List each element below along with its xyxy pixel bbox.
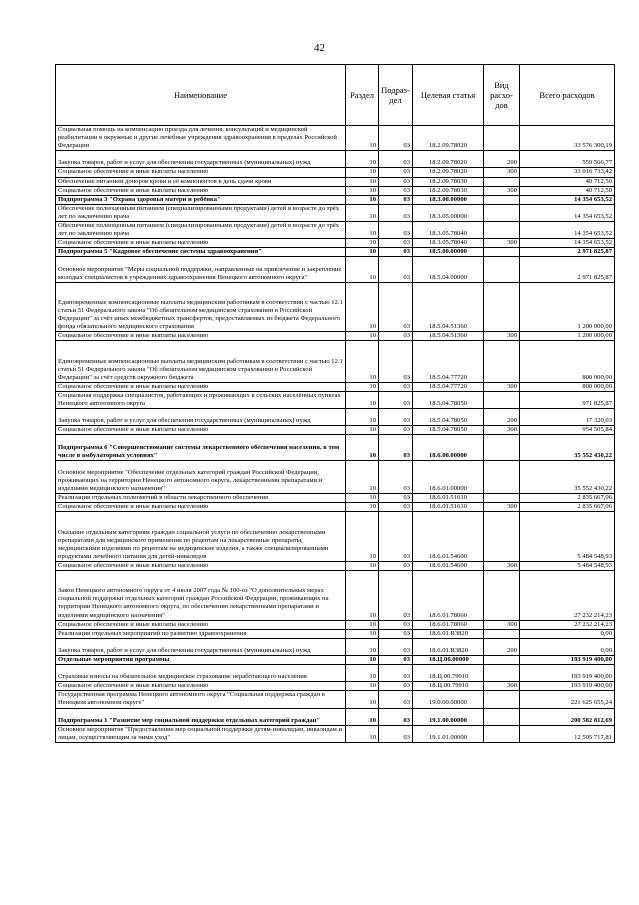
row-total-cell: 971 825,87	[520, 392, 615, 409]
row-target-cell: 18.6.01.78060	[413, 571, 484, 621]
row-target-cell: 18.2.09.78030	[413, 186, 484, 195]
header-name: Наименование	[56, 65, 346, 126]
row-type-cell	[484, 656, 520, 665]
row-name-cell: Основное мероприятие "Обеспечение отдельных категорий граждан Российской Федерации, проживающих на территории Ненецкого автономного округа, лекарственными препаратами и изделиями медицинского назначения"	[56, 460, 346, 493]
row-section-cell: 10	[346, 629, 379, 638]
row-target-cell: 18.5.00.00000	[413, 248, 484, 257]
table-row	[56, 409, 615, 426]
row-subsection-cell: 03	[379, 168, 413, 177]
row-name-cell: Обеспечение полноценным питанием (специализированными продуктами) детей в возрасте до трёх лет по заключению врача	[56, 204, 346, 221]
row-type-cell: 300	[484, 561, 520, 570]
row-subsection-cell: 03	[379, 512, 413, 562]
row-target-cell: 18.3.00.00000	[413, 195, 484, 204]
row-section-cell: 10	[346, 186, 379, 195]
row-subsection-cell: 03	[379, 332, 413, 341]
header-section: Раздел	[346, 65, 379, 126]
table-row	[56, 151, 615, 168]
row-target-cell: 18.5.04.78050	[413, 392, 484, 409]
row-type-cell	[484, 222, 520, 239]
row-subsection-cell: 03	[379, 382, 413, 391]
row-target-cell: 19.0.00.00000	[413, 691, 484, 708]
row-section-cell: 10	[346, 168, 379, 177]
header-target: Целевая статья	[413, 65, 484, 126]
table-row	[56, 494, 615, 503]
row-total-cell: 193 919 400,00	[520, 682, 615, 691]
table-row	[56, 638, 615, 655]
table-row	[56, 332, 615, 341]
row-type-cell	[484, 512, 520, 562]
table-row	[56, 682, 615, 691]
row-subsection-cell: 03	[379, 691, 413, 708]
row-name-cell: Социальная помощь на компенсацию проезда для лечения, консультаций и медицинской реабилитации в окружные и другие лечебные учреждения здравоохранения в пределах Российской Федерации	[56, 126, 346, 151]
row-subsection-cell: 03	[379, 435, 413, 460]
row-name-cell: Подпрограмма 6 "Совершенствование системы лекарственного обеспечения населения, в том числе в амбулаторных условиях"	[56, 435, 346, 460]
row-target-cell: 18.2.09.78030	[413, 177, 484, 186]
row-total-cell: 14 354 653,52	[520, 239, 615, 248]
table-row	[56, 512, 615, 562]
row-name-cell: Реализация отдельных полномочий в области лекарственного обеспечения	[56, 494, 346, 503]
row-subsection-cell: 03	[379, 222, 413, 239]
row-section-cell: 10	[346, 725, 379, 742]
row-type-cell	[484, 282, 520, 332]
row-target-cell: 18.5.04.77720	[413, 341, 484, 383]
row-total-cell: 800 000,00	[520, 382, 615, 391]
row-target-cell: 18.Ц.00.79910	[413, 665, 484, 682]
row-total-cell: 954 505,84	[520, 426, 615, 435]
row-section-cell: 10	[346, 239, 379, 248]
row-section-cell: 10	[346, 426, 379, 435]
row-subsection-cell: 03	[379, 460, 413, 493]
row-subsection-cell: 03	[379, 656, 413, 665]
row-section-cell: 10	[346, 691, 379, 708]
row-target-cell: 18.6.01.54600	[413, 512, 484, 562]
row-name-cell: Социальное обеспечение и иные выплаты населению	[56, 561, 346, 570]
row-section-cell: 10	[346, 638, 379, 655]
table-row	[56, 656, 615, 665]
row-total-cell: 35 552 430,22	[520, 435, 615, 460]
row-type-cell	[484, 629, 520, 638]
row-section-cell: 10	[346, 222, 379, 239]
table-row	[56, 571, 615, 621]
row-total-cell: 559 566,77	[520, 151, 615, 168]
row-target-cell: 18.6.01.78060	[413, 620, 484, 629]
row-subsection-cell: 03	[379, 665, 413, 682]
row-type-cell	[484, 435, 520, 460]
row-type-cell	[484, 392, 520, 409]
row-total-cell: 14 354 653,52	[520, 195, 615, 204]
row-subsection-cell: 03	[379, 409, 413, 426]
row-name-cell: Социальное обеспечение и иные выплаты населению	[56, 426, 346, 435]
table-row	[56, 708, 615, 725]
row-total-cell: 27 232 214,23	[520, 571, 615, 621]
row-type-cell: 300	[484, 332, 520, 341]
row-target-cell: 18.6.01.51610	[413, 503, 484, 512]
row-total-cell: 221 625 655,24	[520, 691, 615, 708]
row-target-cell: 18.3.05.78040	[413, 222, 484, 239]
row-type-cell: 300	[484, 682, 520, 691]
row-subsection-cell: 03	[379, 682, 413, 691]
row-subsection-cell: 03	[379, 195, 413, 204]
row-name-cell: Социальная поддержка специалистов, работающих и проживающих в сельских населённых пунктах Ненецкого автономного округа	[56, 392, 346, 409]
row-total-cell: 200 582 812,69	[520, 708, 615, 725]
row-name-cell: Социальное обеспечение и иные выплаты населению	[56, 239, 346, 248]
row-name-cell: Социальное обеспечение и иные выплаты населению	[56, 620, 346, 629]
table-row	[56, 195, 615, 204]
header-type: Вид расхо-дов	[484, 65, 520, 126]
row-type-cell: 300	[484, 168, 520, 177]
row-target-cell: 18.6.01.R3820	[413, 629, 484, 638]
table-row	[56, 725, 615, 742]
header-subsection: Подраз-дел	[379, 65, 413, 126]
table-row	[56, 126, 615, 151]
row-name-cell: Государственная программа Ненецкого автономного округа "Социальная поддержка граждан в Ненецком автономном округе"	[56, 691, 346, 708]
row-subsection-cell: 03	[379, 239, 413, 248]
row-name-cell: Закон Ненецкого автономного округа от 4 июля 2007 года № 100-оз "О дополнительных мерах социальной поддержки отдельных категорий граждан Российской Федерации, проживающих на территории Ненецкого автономного округа, по обеспечению лекарственными препаратами и изделиями медицинского назначения"	[56, 571, 346, 621]
row-target-cell: 18.5.04.51360	[413, 282, 484, 332]
row-target-cell: 18.5.04.00000	[413, 257, 484, 282]
table-row	[56, 503, 615, 512]
table-row	[56, 691, 615, 708]
row-target-cell: 18.3.05.78040	[413, 239, 484, 248]
table-body	[56, 126, 615, 743]
row-section-cell: 10	[346, 151, 379, 168]
row-total-cell: 1 200 000,00	[520, 332, 615, 341]
row-target-cell: 18.Ц.00.79910	[413, 682, 484, 691]
row-section-cell: 10	[346, 503, 379, 512]
row-section-cell: 10	[346, 682, 379, 691]
row-target-cell: 18.5.04.78050	[413, 426, 484, 435]
row-target-cell: 19.1.01.00000	[413, 725, 484, 742]
row-type-cell: 300	[484, 503, 520, 512]
row-section-cell: 10	[346, 571, 379, 621]
row-total-cell: 14 354 653,52	[520, 204, 615, 221]
row-subsection-cell: 03	[379, 629, 413, 638]
row-total-cell: 17 320,03	[520, 409, 615, 426]
row-name-cell: Отдельные мероприятия программы	[56, 656, 346, 665]
row-name-cell: Оказание отдельным категориям граждан социальной услуги по обеспечению лекарственными препаратами для медицинского применения по рецептам на лекарственные препараты, медицинскими изделиями по рецептам на медицинские изделия, а также специализированными продуктами лечебного питания для детей-инвалидов	[56, 512, 346, 562]
row-section-cell: 10	[346, 248, 379, 257]
page-number: 42	[314, 42, 325, 54]
table-row	[56, 460, 615, 493]
row-subsection-cell: 03	[379, 503, 413, 512]
table-row	[56, 435, 615, 460]
row-total-cell: 35 552 430,22	[520, 460, 615, 493]
row-target-cell: 18.6.00.00000	[413, 435, 484, 460]
row-target-cell: 18.6.01.R3820	[413, 638, 484, 655]
table-row	[56, 561, 615, 570]
table-row	[56, 257, 615, 282]
row-type-cell: 200	[484, 409, 520, 426]
row-total-cell: 0,00	[520, 638, 615, 655]
row-total-cell: 2 835 667,06	[520, 503, 615, 512]
row-target-cell: 19.1.00.00000	[413, 708, 484, 725]
row-section-cell: 10	[346, 177, 379, 186]
row-total-cell: 193 919 400,00	[520, 656, 615, 665]
row-target-cell: 18.6.01.54600	[413, 561, 484, 570]
table-row	[56, 186, 615, 195]
row-subsection-cell: 03	[379, 426, 413, 435]
table-row	[56, 382, 615, 391]
row-target-cell: 18.2.09.78020	[413, 168, 484, 177]
row-total-cell: 2 971 825,87	[520, 248, 615, 257]
row-target-cell: 18.6.01.51610	[413, 494, 484, 503]
table-row	[56, 168, 615, 177]
row-section-cell: 10	[346, 409, 379, 426]
row-name-cell: Социальное обеспечение и иные выплаты населению	[56, 186, 346, 195]
row-subsection-cell: 03	[379, 571, 413, 621]
row-total-cell: 5 484 548,93	[520, 561, 615, 570]
row-type-cell	[484, 204, 520, 221]
row-section-cell: 10	[346, 332, 379, 341]
row-total-cell: 33 016 733,42	[520, 168, 615, 177]
row-name-cell: Закупка товаров, работ и услуг для обеспечения государственных (муниципальных) нужд	[56, 151, 346, 168]
table-row	[56, 341, 615, 383]
row-name-cell: Социальное обеспечение и иные выплаты населению	[56, 332, 346, 341]
row-total-cell: 193 919 400,00	[520, 665, 615, 682]
table-row	[56, 392, 615, 409]
table-row	[56, 177, 615, 186]
row-type-cell: 300	[484, 620, 520, 629]
row-section-cell: 10	[346, 382, 379, 391]
row-type-cell: 300	[484, 426, 520, 435]
row-type-cell	[484, 665, 520, 682]
row-target-cell: 18.5.04.51360	[413, 332, 484, 341]
row-name-cell: Основное мероприятие "Меры социальной поддержки, направленные на привлечение и закрепление молодых специалистов в учреждениях здравоохранения Ненецкого автономного округа"	[56, 257, 346, 282]
row-total-cell: 800 000,00	[520, 341, 615, 383]
row-target-cell: 18.5.04.77720	[413, 382, 484, 391]
row-name-cell: Закупка товаров, работ и услуг для обеспечения государственных (муниципальных) нужд	[56, 638, 346, 655]
row-section-cell: 10	[346, 620, 379, 629]
row-type-cell	[484, 257, 520, 282]
row-total-cell: 40 712,50	[520, 186, 615, 195]
row-total-cell: 33 576 300,19	[520, 126, 615, 151]
row-subsection-cell: 03	[379, 638, 413, 655]
row-subsection-cell: 03	[379, 282, 413, 332]
row-subsection-cell: 03	[379, 708, 413, 725]
row-type-cell: 200	[484, 151, 520, 168]
row-target-cell: 18.5.04.78050	[413, 409, 484, 426]
row-target-cell: 18.2.09.78020	[413, 151, 484, 168]
row-total-cell: 2 971 825,87	[520, 257, 615, 282]
row-total-cell: 40 712,50	[520, 177, 615, 186]
row-subsection-cell: 03	[379, 561, 413, 570]
table-row	[56, 204, 615, 221]
table-row	[56, 222, 615, 239]
row-section-cell: 10	[346, 392, 379, 409]
row-section-cell: 10	[346, 341, 379, 383]
row-type-cell	[484, 571, 520, 621]
row-type-cell	[484, 725, 520, 742]
row-subsection-cell: 03	[379, 204, 413, 221]
row-type-cell	[484, 341, 520, 383]
row-total-cell: 27 232 214,23	[520, 620, 615, 629]
row-total-cell: 2 835 667,06	[520, 494, 615, 503]
row-section-cell: 10	[346, 665, 379, 682]
row-section-cell: 10	[346, 708, 379, 725]
table-row	[56, 620, 615, 629]
table-row	[56, 665, 615, 682]
row-type-cell: 200	[484, 638, 520, 655]
row-type-cell: 300	[484, 239, 520, 248]
row-name-cell: Социальное обеспечение и иные выплаты населению	[56, 503, 346, 512]
row-subsection-cell: 03	[379, 151, 413, 168]
row-subsection-cell: 03	[379, 186, 413, 195]
row-type-cell	[484, 691, 520, 708]
row-target-cell: 18.3.05.00000	[413, 204, 484, 221]
header-total: Всего расходов	[520, 65, 615, 126]
row-name-cell: Социальное обеспечение и иные выплаты населению	[56, 682, 346, 691]
row-name-cell: Подпрограмма 3 "Охрана здоровья матери и ребёнка"	[56, 195, 346, 204]
row-target-cell: 18.Ц.00.00000	[413, 656, 484, 665]
row-section-cell: 10	[346, 435, 379, 460]
budget-table	[55, 64, 615, 743]
table-row	[56, 629, 615, 638]
row-section-cell: 10	[346, 460, 379, 493]
row-type-cell: 300	[484, 186, 520, 195]
row-section-cell: 10	[346, 494, 379, 503]
row-total-cell: 12 505 717,81	[520, 725, 615, 742]
row-section-cell: 10	[346, 561, 379, 570]
row-subsection-cell: 03	[379, 126, 413, 151]
row-name-cell: Реализация отдельных мероприятий по развитию здравоохранения	[56, 629, 346, 638]
row-section-cell: 10	[346, 512, 379, 562]
row-name-cell: Подпрограмма 1 "Развитие мер социальной поддержки отдельных категорий граждан"	[56, 708, 346, 725]
row-name-cell: Единовременные компенсационные выплаты медицинским работникам в соответствии с частью 12.1 статьи 51 Федерального закона "Об обязательном медицинском страховании в Российской Федерации" за счёт иных межбюджетных трансфертов, предоставляемых из бюджета Федерального фонда обязательного медицинского страхования	[56, 282, 346, 332]
table-header-row	[56, 65, 615, 126]
row-type-cell	[484, 460, 520, 493]
table-row	[56, 282, 615, 332]
row-section-cell: 10	[346, 126, 379, 151]
row-name-cell: Страховые взносы на обязательное медицинское страхование неработающего населения	[56, 665, 346, 682]
row-type-cell	[484, 248, 520, 257]
row-name-cell: Единовременные компенсационные выплаты медицинским работникам в соответствии с частью 12.1 статьи 51 Федерального закона "Об обязательном медицинском страховании в Российской Федерации" за счёт средств окружного бюджета	[56, 341, 346, 383]
row-subsection-cell: 03	[379, 341, 413, 383]
row-subsection-cell: 03	[379, 620, 413, 629]
row-name-cell: Обеспечение питанием доноров крови и её компонентов в день сдачи крови	[56, 177, 346, 186]
row-type-cell	[484, 126, 520, 151]
row-type-cell	[484, 494, 520, 503]
row-type-cell	[484, 177, 520, 186]
row-subsection-cell: 03	[379, 257, 413, 282]
row-name-cell: Социальное обеспечение и иные выплаты населению	[56, 382, 346, 391]
table-row	[56, 239, 615, 248]
row-name-cell: Подпрограмма 5 "Кадровое обеспечение системы здравоохранения"	[56, 248, 346, 257]
row-section-cell: 10	[346, 656, 379, 665]
table-row	[56, 248, 615, 257]
row-section-cell: 10	[346, 282, 379, 332]
row-subsection-cell: 03	[379, 177, 413, 186]
row-total-cell: 0,00	[520, 629, 615, 638]
row-total-cell: 1 200 000,00	[520, 282, 615, 332]
row-subsection-cell: 03	[379, 248, 413, 257]
row-total-cell: 5 484 548,93	[520, 512, 615, 562]
row-name-cell: Обеспечение полноценным питанием (специализированными продуктами) детей в возрасте до трёх лет по заключению врача	[56, 222, 346, 239]
row-section-cell: 10	[346, 195, 379, 204]
row-name-cell: Социальное обеспечение и иные выплаты населению	[56, 168, 346, 177]
row-section-cell: 10	[346, 204, 379, 221]
row-total-cell: 14 354 653,52	[520, 222, 615, 239]
table-row	[56, 426, 615, 435]
row-subsection-cell: 03	[379, 725, 413, 742]
row-name-cell: Основное мероприятие "Предоставление мер социальной поддержки детям-инвалидам, инвалидам и лицам, осуществляющим за ними уход"	[56, 725, 346, 742]
row-type-cell	[484, 195, 520, 204]
row-subsection-cell: 03	[379, 494, 413, 503]
row-subsection-cell: 03	[379, 392, 413, 409]
row-target-cell: 18.2.09.78020	[413, 126, 484, 151]
row-name-cell: Закупка товаров, работ и услуг для обеспечения государственных (муниципальных) нужд	[56, 409, 346, 426]
row-type-cell: 300	[484, 382, 520, 391]
row-type-cell	[484, 708, 520, 725]
row-section-cell: 10	[346, 257, 379, 282]
row-target-cell: 18.6.01.00000	[413, 460, 484, 493]
